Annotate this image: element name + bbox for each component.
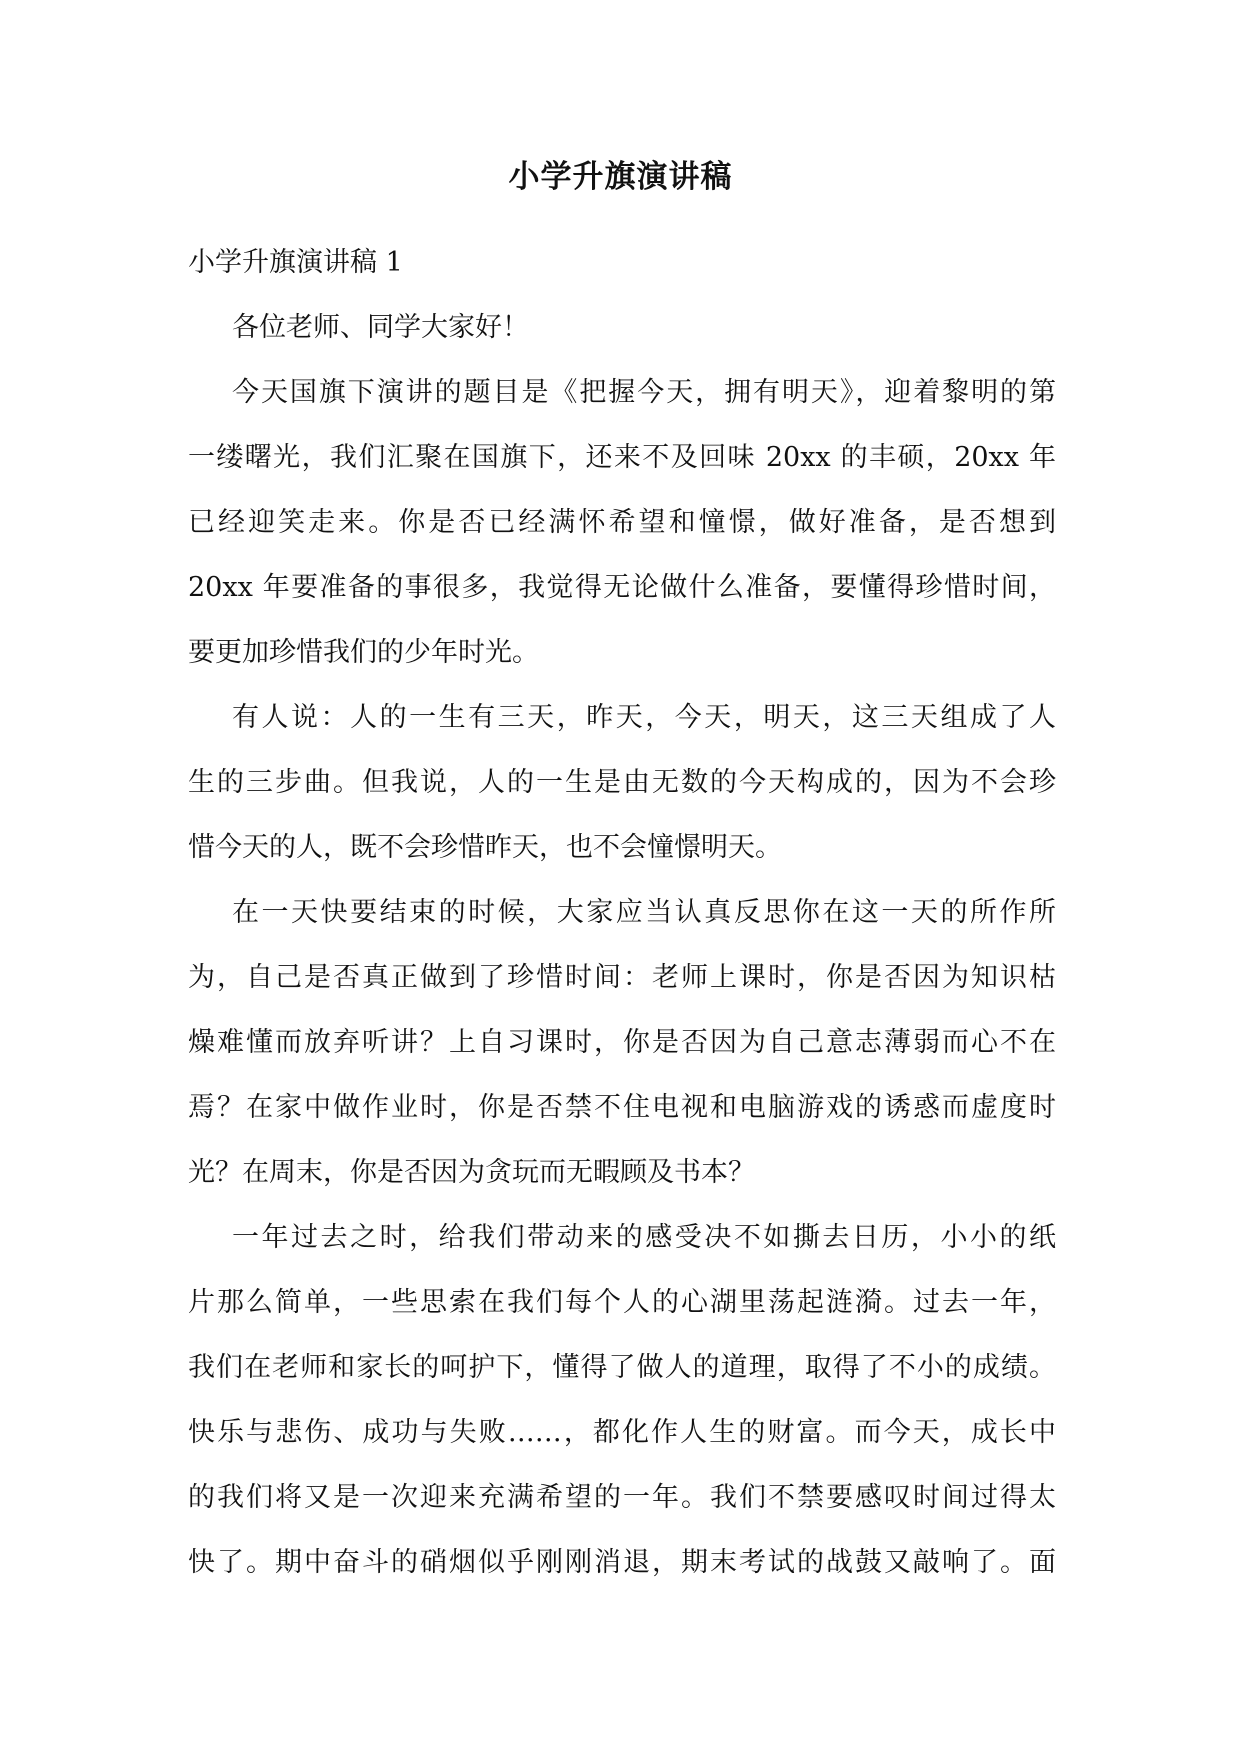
paragraph-line: 的我们将又是一次迎来充满希望的一年。我们不禁要感叹时间过得太 [188, 1482, 1056, 1513]
paragraph-line: 燥难懂而放弃听讲？上自习课时，你是否因为自己意志薄弱而心不在 [188, 1027, 1056, 1058]
document-title: 小学升旗演讲稿 [508, 159, 733, 195]
document-body [188, 230, 1056, 1595]
paragraph-line: 20xx 年要准备的事很多，我觉得无论做什么准备，要懂得珍惜时间， [188, 572, 1056, 603]
paragraph-line: 为，自己是否真正做到了珍惜时间：老师上课时，你是否因为知识枯 [188, 962, 1056, 993]
paragraph-line: 在一天快要结束的时候，大家应当认真反思你在这一天的所作所 [232, 897, 1056, 928]
paragraph-line: 今天国旗下演讲的题目是《把握今天，拥有明天》，迎着黎明的第 [232, 377, 1056, 408]
paragraph-line: 快乐与悲伤、成功与失败……，都化作人生的财富。而今天，成长中 [188, 1417, 1056, 1448]
paragraph-line: 我们在老师和家长的呵护下，懂得了做人的道理，取得了不小的成绩。 [188, 1352, 1056, 1383]
paragraph-line: 光？在周末，你是否因为贪玩而无暇顾及书本？ [188, 1157, 755, 1188]
paragraph-line: 已经迎笑走来。你是否已经满怀希望和憧憬，做好准备，是否想到 [188, 507, 1056, 538]
paragraph-line: 一年过去之时，给我们带动来的感受决不如撕去日历，小小的纸 [232, 1222, 1056, 1253]
section-heading: 小学升旗演讲稿 1 [188, 247, 403, 278]
paragraph-line: 快了。期中奋斗的硝烟似乎刚刚消退，期末考试的战鼓又敲响了。面 [188, 1547, 1056, 1578]
paragraph-line: 生的三步曲。但我说，人的一生是由无数的今天构成的，因为不会珍 [188, 767, 1056, 798]
paragraph-line: 要更加珍惜我们的少年时光。 [188, 637, 539, 668]
paragraph-line: 惜今天的人，既不会珍惜昨天，也不会憧憬明天。 [188, 832, 782, 863]
paragraph-line: 一缕曙光，我们汇聚在国旗下，还来不及回味 20xx 的丰硕，20xx 年 [188, 442, 1056, 473]
greeting-line: 各位老师、同学大家好！ [232, 312, 529, 343]
paragraph-line: 有人说：人的一生有三天，昨天，今天，明天，这三天组成了人 [232, 702, 1056, 733]
paragraph-line: 焉？在家中做作业时，你是否禁不住电视和电脑游戏的诱惑而虚度时 [188, 1092, 1056, 1123]
paragraph-line: 片那么简单，一些思索在我们每个人的心湖里荡起涟漪。过去一年， [188, 1287, 1056, 1318]
